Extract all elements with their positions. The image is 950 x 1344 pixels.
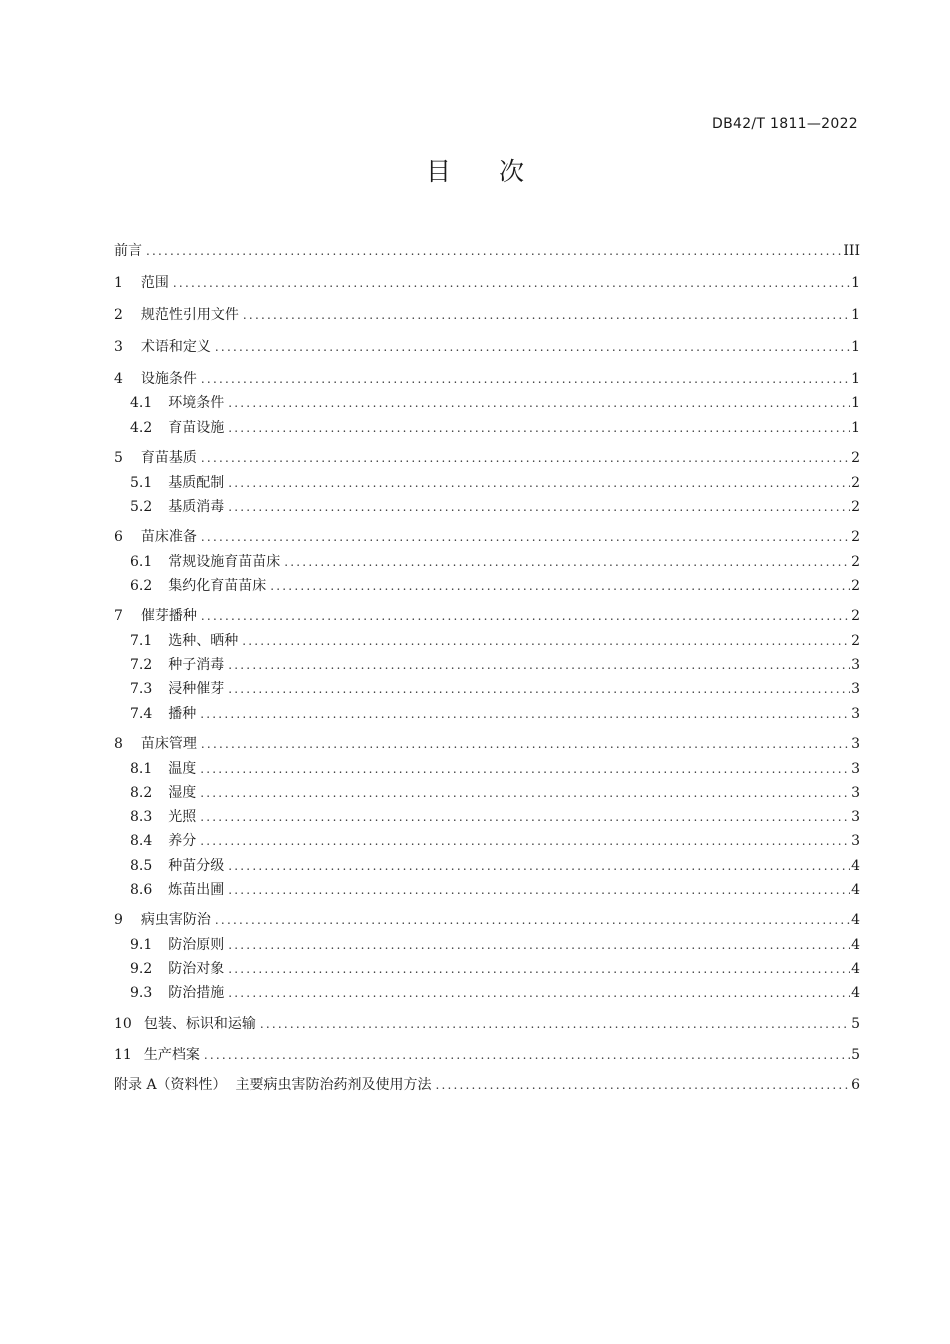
toc-entry-number: 8.3 <box>130 809 153 825</box>
toc-dot-leader <box>197 605 850 627</box>
toc-entry-page: 1 <box>851 307 860 323</box>
toc-entry-title: 种苗分级 <box>168 858 225 874</box>
toc-entry-title: 浸种催芽 <box>168 681 225 697</box>
toc-entry-title: 集约化育苗苗床 <box>168 578 267 594</box>
toc-dot-leader <box>196 703 850 725</box>
toc-entry[interactable] <box>130 982 860 1004</box>
toc-entry-page: 3 <box>851 833 860 849</box>
toc-entry[interactable] <box>114 733 860 755</box>
toc-entry-number: 8.5 <box>130 858 153 874</box>
toc-entry-title: 催芽播种 <box>140 608 197 624</box>
toc-entry[interactable] <box>130 630 860 652</box>
toc-dot-leader <box>197 447 850 469</box>
toc-entry-title: 设施条件 <box>140 371 197 387</box>
toc-entry-number: 7 <box>114 608 123 624</box>
toc-entry-page: 2 <box>851 608 860 624</box>
toc-entry[interactable] <box>130 806 860 828</box>
toc-entry-number: 9.2 <box>130 961 153 977</box>
toc-dot-leader <box>431 1074 850 1096</box>
toc-entry-page: 1 <box>851 395 860 411</box>
toc-entry-page: 3 <box>851 761 860 777</box>
toc-dot-leader <box>256 1013 850 1035</box>
toc-entry-page: 2 <box>851 450 860 466</box>
toc-entry-page: 4 <box>851 985 860 1001</box>
toc-entry-page: 4 <box>851 858 860 874</box>
toc-entry-title: 育苗设施 <box>168 420 225 436</box>
toc-entry-title: 附录 A（资料性） 主要病虫害防治药剂及使用方法 <box>114 1077 432 1093</box>
toc-entry-title: 选种、晒种 <box>168 633 239 649</box>
toc-entry-number: 9.3 <box>130 985 153 1001</box>
toc-entry[interactable] <box>130 551 860 573</box>
toc-entry-number: 5.1 <box>130 475 153 491</box>
toc-entry[interactable] <box>130 830 860 852</box>
toc-entry-title: 术语和定义 <box>140 339 211 355</box>
toc-entry-page: III <box>843 243 860 259</box>
toc-dot-leader <box>224 496 850 518</box>
toc-entry-title: 基质配制 <box>168 475 225 491</box>
page-title: 目次 <box>425 157 572 186</box>
toc-entry[interactable] <box>114 1044 860 1066</box>
toc-entry-page: 1 <box>851 420 860 436</box>
toc-entry-page: 3 <box>851 706 860 722</box>
toc-entry-title: 苗床管理 <box>140 736 197 752</box>
document-code: DB42/T 1811—2022 <box>712 116 858 132</box>
toc-entry[interactable] <box>130 575 860 597</box>
toc-entry-page: 3 <box>851 657 860 673</box>
toc-entry-title: 养分 <box>168 833 197 849</box>
toc-dot-leader <box>211 336 850 358</box>
toc-dot-leader <box>169 272 850 294</box>
toc-entry-title: 生产档案 <box>143 1047 200 1063</box>
toc-dot-leader <box>224 982 850 1004</box>
toc-entry[interactable] <box>114 447 860 469</box>
toc-entry-title: 育苗基质 <box>140 450 197 466</box>
toc-entry-page: 5 <box>851 1016 860 1032</box>
toc-dot-leader <box>197 368 850 390</box>
toc-entry-number: 11 <box>114 1047 132 1063</box>
toc-entry-page: 4 <box>851 882 860 898</box>
toc-entry-number: 8.6 <box>130 882 153 898</box>
toc-dot-leader <box>197 733 850 755</box>
toc-entry-page: 6 <box>851 1077 860 1093</box>
toc-entry-number: 7.2 <box>130 657 153 673</box>
toc-entry-number: 7.1 <box>130 633 153 649</box>
toc-dot-leader <box>239 304 850 326</box>
toc-entry-page: 2 <box>851 578 860 594</box>
toc-entry[interactable] <box>114 304 860 326</box>
toc-entry-number: 6.2 <box>130 578 153 594</box>
toc-entry[interactable] <box>130 958 860 980</box>
toc-entry-page: 2 <box>851 529 860 545</box>
toc-entry-title: 包装、标识和运输 <box>143 1016 256 1032</box>
toc-entry[interactable] <box>130 392 860 414</box>
toc-dot-leader <box>197 526 850 548</box>
toc-entry[interactable] <box>130 782 860 804</box>
toc-entry-number: 4.2 <box>130 420 153 436</box>
toc-entry-title: 湿度 <box>168 785 197 801</box>
toc-entry[interactable] <box>130 855 860 877</box>
toc-dot-leader <box>196 830 850 852</box>
toc-entry-number: 7.3 <box>130 681 153 697</box>
toc-entry-number: 7.4 <box>130 706 153 722</box>
toc-dot-leader <box>224 934 850 956</box>
toc-entry-number: 4.1 <box>130 395 153 411</box>
toc-entry-page: 2 <box>851 554 860 570</box>
toc-entry-page: 5 <box>851 1047 860 1063</box>
toc-dot-leader <box>224 678 850 700</box>
toc-entry-page: 1 <box>851 275 860 291</box>
toc-entry-number: 8.4 <box>130 833 153 849</box>
toc-entry-number: 5 <box>114 450 123 466</box>
toc-entry[interactable] <box>114 336 860 358</box>
toc-entry[interactable] <box>114 240 860 262</box>
toc-entry[interactable] <box>114 909 860 931</box>
toc-dot-leader <box>224 392 850 414</box>
toc-entry-title: 温度 <box>168 761 197 777</box>
toc-entry[interactable] <box>114 605 860 627</box>
toc-entry-title: 防治原则 <box>168 937 225 953</box>
toc-entry-title: 苗床准备 <box>140 529 197 545</box>
toc-entry[interactable] <box>114 368 860 390</box>
toc-entry-page: 2 <box>851 499 860 515</box>
toc-entry-number: 8 <box>114 736 123 752</box>
toc-entry[interactable] <box>130 703 860 725</box>
toc-dot-leader <box>196 806 850 828</box>
toc-entry-page: 2 <box>851 633 860 649</box>
toc-entry[interactable] <box>130 678 860 700</box>
toc-entry[interactable] <box>130 654 860 676</box>
toc-entry[interactable] <box>130 758 860 780</box>
toc-entry-page: 3 <box>851 681 860 697</box>
toc-entry-number: 8.1 <box>130 761 153 777</box>
toc-entry-page: 3 <box>851 785 860 801</box>
toc-dot-leader <box>224 879 850 901</box>
toc-entry-title: 范围 <box>140 275 169 291</box>
toc-entry[interactable] <box>130 472 860 494</box>
toc-entry-number: 9.1 <box>130 937 153 953</box>
toc-entry-number: 5.2 <box>130 499 153 515</box>
toc-entry[interactable] <box>114 1013 860 1035</box>
toc-entry-title: 环境条件 <box>168 395 225 411</box>
toc-entry[interactable] <box>130 417 860 439</box>
toc-entry-number: 1 <box>114 275 123 291</box>
toc-entry-number: 3 <box>114 339 123 355</box>
toc-entry[interactable] <box>114 526 860 548</box>
toc-entry[interactable] <box>130 934 860 956</box>
toc-entry-number: 8.2 <box>130 785 153 801</box>
toc-entry-number: 6.1 <box>130 554 153 570</box>
toc-entry-title: 常规设施育苗苗床 <box>168 554 281 570</box>
toc-dot-leader <box>224 472 850 494</box>
toc-entry-title: 基质消毒 <box>168 499 225 515</box>
toc-entry[interactable] <box>130 496 860 518</box>
toc-dot-leader <box>224 654 850 676</box>
toc-entry-title: 炼苗出圃 <box>168 882 225 898</box>
toc-entry-title: 光照 <box>168 809 197 825</box>
toc-entry[interactable] <box>114 1074 860 1096</box>
toc-entry-page: 4 <box>851 961 860 977</box>
toc-dot-leader <box>238 630 850 652</box>
toc-dot-leader <box>142 240 843 262</box>
toc-entry-title: 种子消毒 <box>168 657 225 673</box>
toc-dot-leader <box>280 551 850 573</box>
toc-entry-number: 2 <box>114 307 123 323</box>
toc-dot-leader <box>211 909 850 931</box>
toc-dot-leader <box>224 855 850 877</box>
toc-entry-number: 10 <box>114 1016 132 1032</box>
toc-entry-title: 前言 <box>114 243 142 259</box>
toc-entry-page: 2 <box>851 475 860 491</box>
toc-dot-leader <box>196 782 850 804</box>
toc-entry-page: 1 <box>851 371 860 387</box>
toc-entry-page: 3 <box>851 736 860 752</box>
toc-entry-title: 播种 <box>168 706 197 722</box>
toc-entry-page: 4 <box>851 912 860 928</box>
toc-entry-title: 防治措施 <box>168 985 225 1001</box>
toc-dot-leader <box>224 417 850 439</box>
toc-entry-number: 6 <box>114 529 123 545</box>
toc-entry-number: 9 <box>114 912 123 928</box>
toc-entry-page: 4 <box>851 937 860 953</box>
toc-dot-leader <box>266 575 850 597</box>
toc-dot-leader <box>200 1044 850 1066</box>
toc-entry-page: 3 <box>851 809 860 825</box>
toc-dot-leader <box>224 958 850 980</box>
toc-entry-title: 病虫害防治 <box>140 912 211 928</box>
toc-entry-title: 防治对象 <box>168 961 225 977</box>
toc-entry-title: 规范性引用文件 <box>140 307 239 323</box>
toc-entry-page: 1 <box>851 339 860 355</box>
toc-dot-leader <box>196 758 850 780</box>
toc-entry-number: 4 <box>114 371 123 387</box>
toc-entry[interactable] <box>114 272 860 294</box>
toc-entry[interactable] <box>130 879 860 901</box>
